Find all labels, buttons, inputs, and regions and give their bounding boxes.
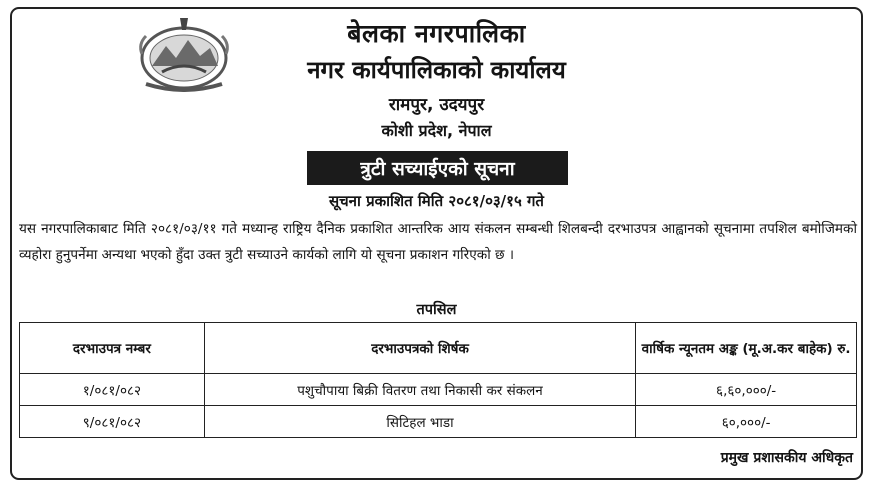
office-name: नगर कार्यपालिकाको कार्यालय [307,56,566,84]
table-row [20,374,857,406]
notice-body: यस नगरपालिकाबाट मिति २०८१/०३/११ गते मध्यान्ह राष्ट्रिय दैनिक प्रकाशित आन्तरिक आय संकलन सम्बन्धी शिलबन्दी दरभाउपत्र आह्वानको सूचनामा तपशिल बमोजिमको व्यहोरा हुनुपर्नेमा अन्यथा भएको हुँदा उक्त त्रुटी सच्याउने कार्यको लागि यो सूचना प्रकाशन गरिएको छ । [19,221,857,263]
bid-number-cell: १/०८१/०८२ [20,374,205,406]
bid-title-cell: सिटिहल भाडा [204,406,635,438]
bid-number-cell: ९/०८१/०८२ [20,406,205,438]
publish-date: सूचना प्रकाशित मिति २०८१/०३/१५ गते [329,192,544,210]
province: कोशी प्रदेश, नेपाल [381,121,492,140]
min-amount-cell: ६,६०,०००/- [636,374,857,406]
col-header-min-amount: वार्षिक न्यूनतम अङ्क (मू.अ.कर बाहेक) रु. [636,323,857,374]
details-heading: तपसिल [416,302,457,318]
min-amount-cell: ६०,०००/- [636,406,857,438]
col-header-bid-number: दरभाउपत्र नम्बर [20,323,205,374]
bid-table [19,322,857,438]
notice-title-banner: त्रुटी सच्याईएको सूचना [307,151,568,185]
address: रामपुर, उदयपुर [388,95,485,115]
signature-designation: प्रमुख प्रशासकीय अधिकृत [720,450,853,466]
col-header-bid-title: दरभाउपत्रको शिर्षक [204,323,635,374]
municipality-name: बेलका नगरपालिका [347,19,526,48]
bid-title-cell: पशुचौपाया बिक्री वितरण तथा निकासी कर संकलन [204,374,635,406]
table-header-row [20,323,857,374]
table-row [20,406,857,438]
